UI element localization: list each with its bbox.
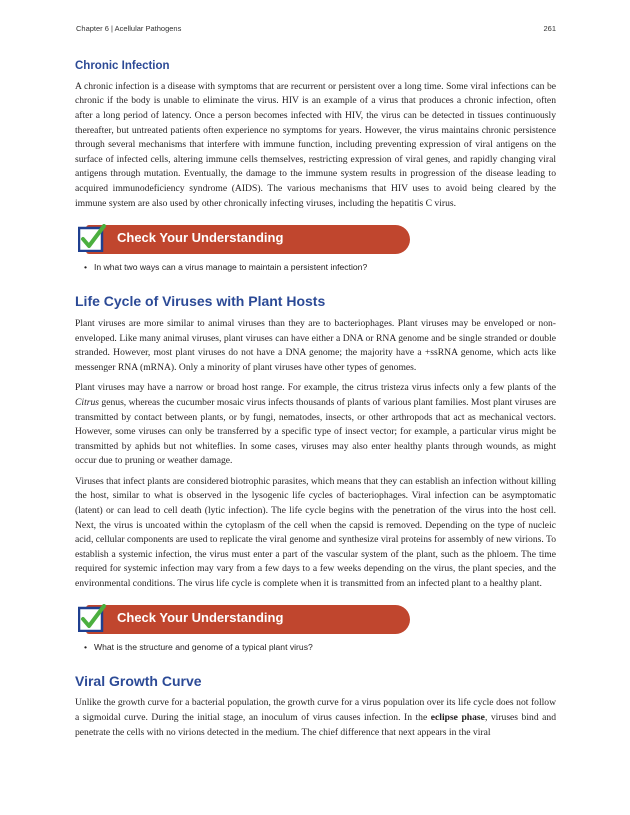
page-content bbox=[75, 56, 556, 746]
chronic-infection-paragraph: A chronic infection is a disease with symptoms that are recurrent or persistent over a long time. Some viral infections can be chronic if the body is unable to eliminate the virus. HIV is an example of a virus that produces a chronic infection, often after a long period of latency. Once a person becomes infected with HIV, the virus can be detected in tissues continuously thereafter, but untreated patients often experience no symptoms for years. However, the virus maintains chronic persistence through several mechanisms that interfere with immune function, including preventing expression of viral antigens on the surface of infected cells, altering immune cells themselves, restricting expression of viral genes, and rapidly changing viral antigens through mutation. Eventually, the damage to the immune system results in progression of the disease leading to acquired immunodeficiency syndrome (AIDS). The various mechanisms that HIV uses to avoid being cleared by the immune system are also used by other chronically infecting viruses, including the hepatitis C virus. bbox=[75, 80, 556, 209]
chronic-infection-heading: Chronic Infection bbox=[75, 60, 170, 72]
text-span: , viruses bind and penetrate the cells with no virions detected in the medium. The chief difference that next appears in the viral bbox=[75, 712, 556, 738]
question-list bbox=[75, 261, 556, 273]
question-item: • What is the structure and genome of a typical plant virus? bbox=[94, 641, 556, 653]
chapter-title: Chapter 6 | Acellular Pathogens bbox=[76, 24, 182, 33]
italic-genus: Citrus bbox=[75, 396, 99, 408]
plant-hosts-heading: Life Cycle of Viruses with Plant Hosts bbox=[75, 293, 326, 310]
running-header bbox=[76, 24, 556, 33]
check-understanding-title: Check Your Understanding bbox=[117, 230, 284, 246]
viral-growth-curve-heading: Viral Growth Curve bbox=[75, 672, 202, 689]
plant-paragraph-3: Viruses that infect plants are considered biotrophic parasites, which means that they can establish an infection without killing the host, similar to what is observed in the lysogenic life cycles of bacteriophages. Viral infection can be asymptomatic (latent) or can lead to cell death (lytic infection). The life cycle begins with the penetration of the virus into the host cell. Next, the virus is uncoated within the cytoplasm of the cell when the capsid is removed. Depending on the type of nucleic acid, cellular components are used to replicate the viral genome and synthesize viral proteins for assembly of new virions. To establish a systemic infection, the virus must enter a part of the vascular system of the plant, such as the phloem. The time required for systemic infection may vary from a few days to a few weeks depending on the virus, the plant species, and the environmental conditions. The virus life cycle is complete when it is transmitted from an infected plant to a healthy plant. bbox=[75, 475, 556, 590]
check-understanding-title: Check Your Understanding bbox=[117, 609, 284, 625]
checkbox-check-icon bbox=[78, 224, 106, 252]
text-span: genus, whereas the cucumber mosaic virus infects thousands of plants of various plant families. Most plant viruses are transmitted by contact between plants, or by fungi, nematodes, insects, or other arthropods that act as mechanical vectors. However, some viruses can only be transferred by a specific type of insect vector; for example, a particular virus might be transmitted by aphids but not whiteflies. In some cases, viruses may also enter healthy plants through wounds, as might occur due to pruning or weather damage. bbox=[75, 396, 556, 467]
plant-paragraph-1: Plant viruses are more similar to animal viruses than they are to bacteriophages. Plant viruses may be enveloped or non-enveloped. Like many animal viruses, plant viruses can have either a DNA or RNA genome and be single stranded or double stranded. However, most plant viruses do not have a DNA genome; the majority have a +ssRNA genome, which acts like messenger RNA (mRNA). Only a minority of plant viruses have other types of genomes. bbox=[75, 317, 556, 373]
plant-paragraph-2 bbox=[75, 381, 556, 469]
text-span: Plant viruses may have a narrow or broad host range. For example, the citrus tristeza virus infects only a few plants of the bbox=[75, 382, 556, 394]
question-item: • In what two ways can a virus manage to maintain a persistent infection? bbox=[94, 261, 556, 273]
question-list bbox=[75, 641, 556, 653]
bold-term: eclipse phase bbox=[430, 712, 485, 724]
text-span: Unlike the growth curve for a bacterial population, the growth curve for a virus population over its life cycle does not follow a sigmoidal curve. During the initial stage, an inoculum of virus causes infection. In the bbox=[75, 697, 556, 724]
check-understanding-banner bbox=[78, 604, 410, 634]
check-understanding-banner bbox=[78, 224, 410, 254]
growth-paragraph bbox=[75, 696, 556, 740]
checkbox-check-icon bbox=[78, 604, 106, 632]
page-number: 261 bbox=[543, 24, 556, 33]
